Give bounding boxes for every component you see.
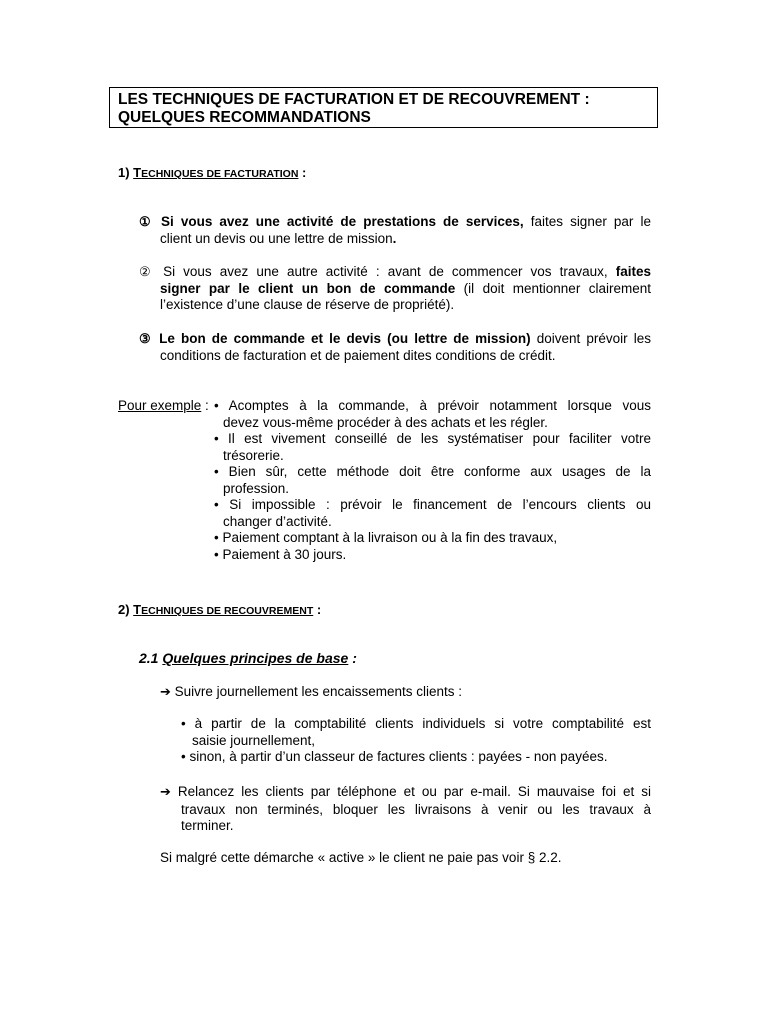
section-1-title: ECHNIQUES DE FACTURATION bbox=[141, 168, 299, 180]
circled-two-icon: ② bbox=[139, 264, 155, 279]
example-bullet-2: • Il est vivement conseillé de les systématiser pour faciliter votre bbox=[214, 431, 651, 446]
subsection-2-1-heading bbox=[139, 650, 357, 666]
tracking-bullet-1: • à partir de la comptabilité clients individuels si votre comptabilité est bbox=[181, 716, 651, 731]
arrow-item-2-line-1: Relancez les clients par téléphone et ou par e-mail. Si mauvaise foi et si bbox=[170, 784, 651, 799]
item-3 bbox=[139, 331, 651, 364]
arrow-right-icon: ➔ bbox=[160, 685, 171, 700]
item-2-bold-1: faites bbox=[615, 264, 651, 279]
example-bullet-4-cont: changer d’activité. bbox=[223, 513, 332, 529]
circled-three-icon: ③ bbox=[139, 331, 154, 346]
example-bullet-3: • Bien sûr, cette méthode doit être conforme aux usages de la bbox=[214, 464, 651, 479]
tracking-bullet-1-cont: saisie journellement, bbox=[192, 732, 316, 748]
example-bullet-1: • Acomptes à la commande, à prévoir notamment lorsque vous bbox=[214, 398, 651, 413]
item-1-text: faites signer par le bbox=[523, 214, 651, 229]
example-bullet-4: • Si impossible : prévoir le financement de l’encours clients ou bbox=[214, 497, 651, 512]
section-2-title: ECHNIQUES DE RECOUVREMENT bbox=[141, 605, 314, 617]
item-1 bbox=[139, 214, 651, 247]
arrow-item-2-line-3: terminer. bbox=[181, 818, 234, 833]
closing-text: Si malgré cette démarche « active » le client ne paie pas voir § 2.2. bbox=[160, 850, 562, 865]
item-2-bold-2: signer par le client un bon de commande bbox=[160, 280, 456, 296]
item-2-line-2: (il doit mentionner clairement bbox=[455, 280, 652, 296]
section-1-colon: : bbox=[298, 165, 307, 180]
title-line-1: LES TECHNIQUES DE FACTURATION ET DE RECOUVREMENT : bbox=[118, 91, 590, 108]
item-2-line-3: l’existence d’une clause de réserve de propriété). bbox=[160, 297, 455, 312]
example-label bbox=[118, 398, 209, 415]
tracking-bullet-2: • sinon, à partir d’un classeur de factures clients : payées - non payées. bbox=[181, 749, 608, 764]
arrow-right-icon: ➔ bbox=[160, 785, 171, 800]
section-2-number: 2) bbox=[118, 602, 134, 617]
arrow-item-2 bbox=[160, 784, 651, 835]
example-list bbox=[214, 398, 651, 563]
subsection-2-1-number: 2.1 bbox=[139, 650, 163, 666]
example-bullet-6: • Paiement à 30 jours. bbox=[214, 546, 347, 562]
example-bullet-3-cont: profession. bbox=[223, 480, 290, 496]
section-1-initial: T bbox=[133, 165, 142, 180]
section-2-colon: : bbox=[313, 602, 322, 617]
item-3-text: doivent prévoir les bbox=[530, 331, 652, 346]
subsection-2-1-title: Quelques principes de base bbox=[162, 650, 349, 666]
subsection-2-1-colon: : bbox=[348, 650, 357, 666]
section-2-initial: T bbox=[133, 602, 142, 617]
item-1-bold: Si vous avez une activité de prestations de services, bbox=[161, 214, 524, 229]
section-1-heading bbox=[118, 165, 306, 180]
example-label-text: Pour exemple bbox=[118, 398, 202, 413]
example-colon: : bbox=[201, 398, 209, 413]
title-box bbox=[109, 87, 658, 128]
section-1-number: 1) bbox=[118, 165, 134, 180]
item-2 bbox=[139, 264, 651, 314]
item-1-line-2: client un devis ou une lettre de mission bbox=[160, 230, 393, 246]
arrow-item-2-line-2: travaux non terminés, bloquer les livraisons à venir ou les travaux à bbox=[181, 801, 651, 817]
item-2-line-1: Si vous avez une autre activité : avant de commencer vos travaux, bbox=[163, 264, 616, 279]
item-3-line-2: conditions de facturation et de paiement dites conditions de crédit. bbox=[160, 347, 556, 363]
tracking-list bbox=[181, 716, 651, 766]
example-bullet-2-cont: trésorerie. bbox=[223, 447, 284, 463]
arrow-item-1 bbox=[160, 684, 462, 702]
item-3-bold: Le bon de commande et le devis (ou lettre de mission) bbox=[159, 331, 531, 346]
item-1-period: . bbox=[392, 230, 397, 246]
title-line-2: QUELQUES RECOMMANDATIONS bbox=[118, 109, 371, 126]
section-2-heading bbox=[118, 602, 321, 617]
example-bullet-1-cont: devez vous-même procéder à des achats et les régler. bbox=[223, 414, 548, 430]
circled-one-icon: ① bbox=[139, 214, 154, 229]
arrow-item-1-text: Suivre journellement les encaissements clients : bbox=[170, 684, 463, 699]
example-bullet-5: • Paiement comptant à la livraison ou à la fin des travaux, bbox=[214, 530, 558, 545]
